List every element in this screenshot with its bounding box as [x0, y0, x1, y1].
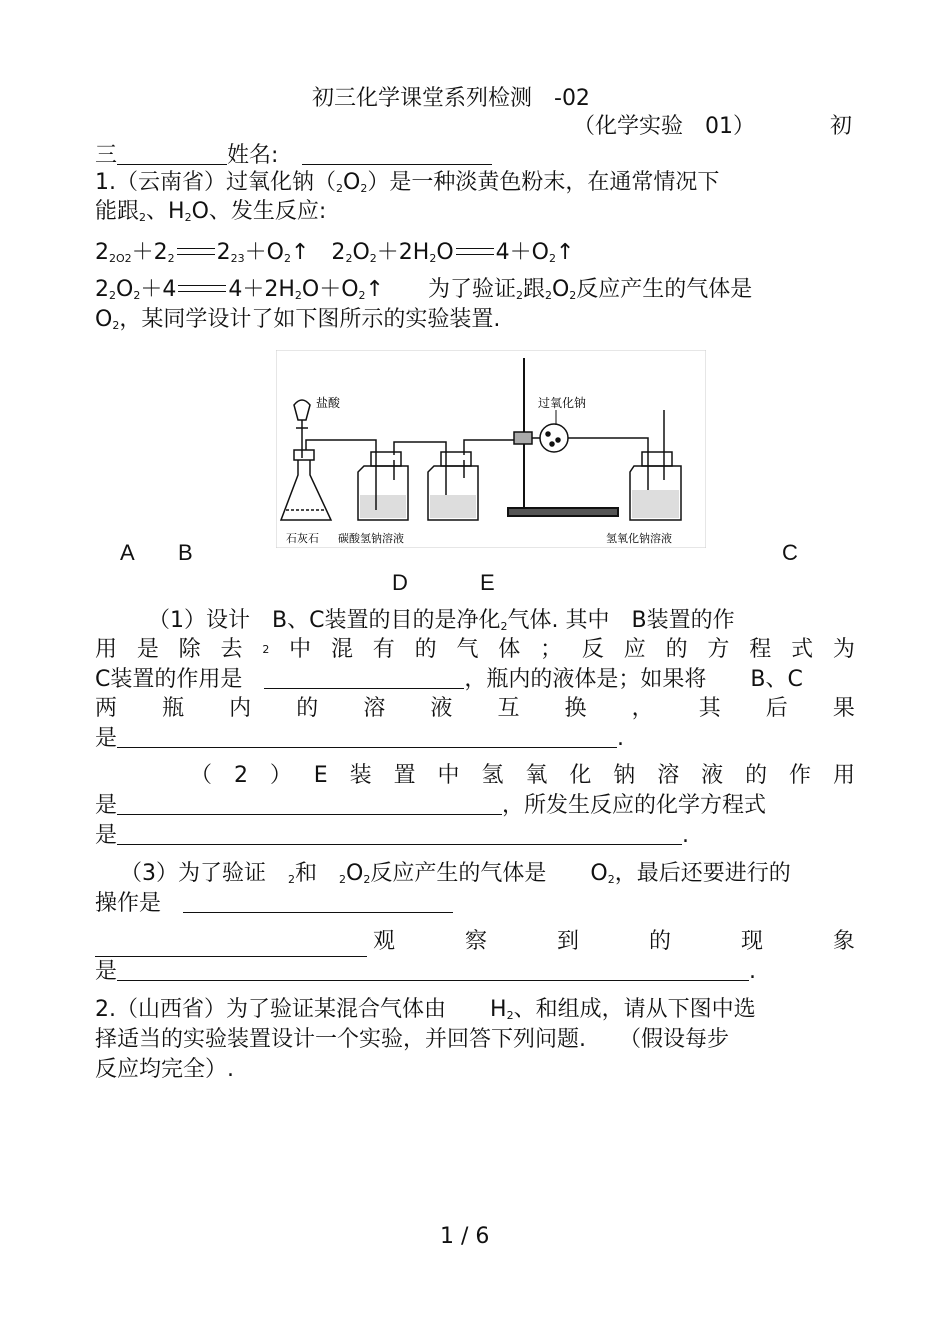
p3-line3: 观 察 到 的 现 象	[95, 927, 855, 957]
equals-sign	[177, 248, 215, 255]
label-hcl: 盐酸	[316, 396, 341, 410]
p1-line1: （1）设计 B、C装置的目的是净化$_2$气体. 其中 B装置的作	[148, 608, 735, 633]
answer-blank-consequence[interactable]	[117, 725, 617, 748]
answer-blank-e-equation[interactable]	[117, 822, 682, 845]
label-nahco3: 碳酸氢钠溶液	[338, 532, 404, 545]
p3-line1: （3）为了验证 $_2$和 $_2O_2$反应产生的气体是 $O_2$，最后还要进行的	[120, 861, 791, 886]
header-fragment: 初	[830, 114, 853, 139]
answer-blank-e-purpose[interactable]	[117, 792, 502, 815]
answer-blank-c-purpose[interactable]	[264, 666, 464, 689]
name-label: 姓名:	[227, 143, 279, 168]
p3-line2: 操作是	[95, 889, 453, 919]
class-blank[interactable]	[117, 142, 227, 165]
label-limestone: 石灰石	[286, 532, 319, 545]
p2-line2: 是 ，所发生反应的化学方程式	[95, 793, 767, 818]
p1-line4: 两 瓶 内 的 溶 液 互 换 ， 其 后 果	[95, 696, 855, 721]
p1-line2: 用 是 除 去 2 中 混 有 的 气 体 ； 反 应 的 方 程 式 为	[95, 637, 855, 662]
answer-blank-operation[interactable]	[183, 890, 453, 913]
q1-equation-line1: $2_{2O2}+2_2$ $2_{23}+O_2↑$ $2_2O_2+2H_2O$ $4+O_2↑$	[95, 240, 575, 265]
p3-line4: 是 .	[95, 959, 757, 984]
name-blank[interactable]	[302, 142, 492, 165]
q1-intro-line2: 能跟$_2$、$H_2O$、发生反应:	[95, 199, 327, 224]
class-prefix: 三	[95, 143, 118, 168]
answer-blank-operation-2[interactable]	[95, 934, 367, 957]
answer-blank-phenomenon[interactable]	[117, 958, 749, 981]
label-b: B	[178, 540, 193, 565]
page-title: 初三化学课堂系列检测 -02	[312, 86, 590, 111]
q2-line3: 反应均完全）.	[95, 1057, 234, 1082]
label-na2o2: 过氧化钠	[538, 396, 587, 410]
p1-line3: C装置的作用是 ，瓶内的液体是；如果将 B、C	[95, 667, 803, 692]
equals-sign	[178, 285, 226, 292]
equals-sign	[456, 248, 494, 255]
apparatus-figure	[276, 350, 706, 548]
q1-intro-line3: $O_2$，某同学设计了如下图所示的实验装置.	[95, 307, 501, 332]
label-c: C	[782, 540, 798, 565]
q2-line2: 择适当的实验装置设计一个实验，并回答下列问题. （假设每步	[95, 1027, 729, 1052]
p2-line1: （ 2 ） E 装 置 中 氢 氧 化 钠 溶 液 的 作 用	[190, 763, 855, 788]
label-e: E	[480, 570, 495, 595]
q1-equation-line2: $2_2O_2+4$ $4+2H_2O+O_2↑$ 为了验证$_2$跟$_2O_2$反应产生的气体是	[95, 277, 753, 302]
p2-line3: 是 .	[95, 823, 690, 848]
page-subtitle: （化学实验 01）	[573, 114, 755, 139]
q1-intro-line1: 1.（云南省）过氧化钠$(_2O_2)$是一种淡黄色粉末，在通常情况下	[95, 170, 720, 195]
label-naoh: 氢氧化钠溶液	[606, 532, 672, 545]
label-d: D	[392, 570, 408, 595]
q2-line1: 2.（山西省）为了验证某混合气体由 $H_2$、和组成，请从下图中选	[95, 997, 756, 1022]
p1-line5: 是 .	[95, 726, 625, 751]
page-number: 1 / 6	[440, 1224, 490, 1249]
name-line	[95, 141, 492, 171]
label-a: A	[120, 540, 135, 565]
